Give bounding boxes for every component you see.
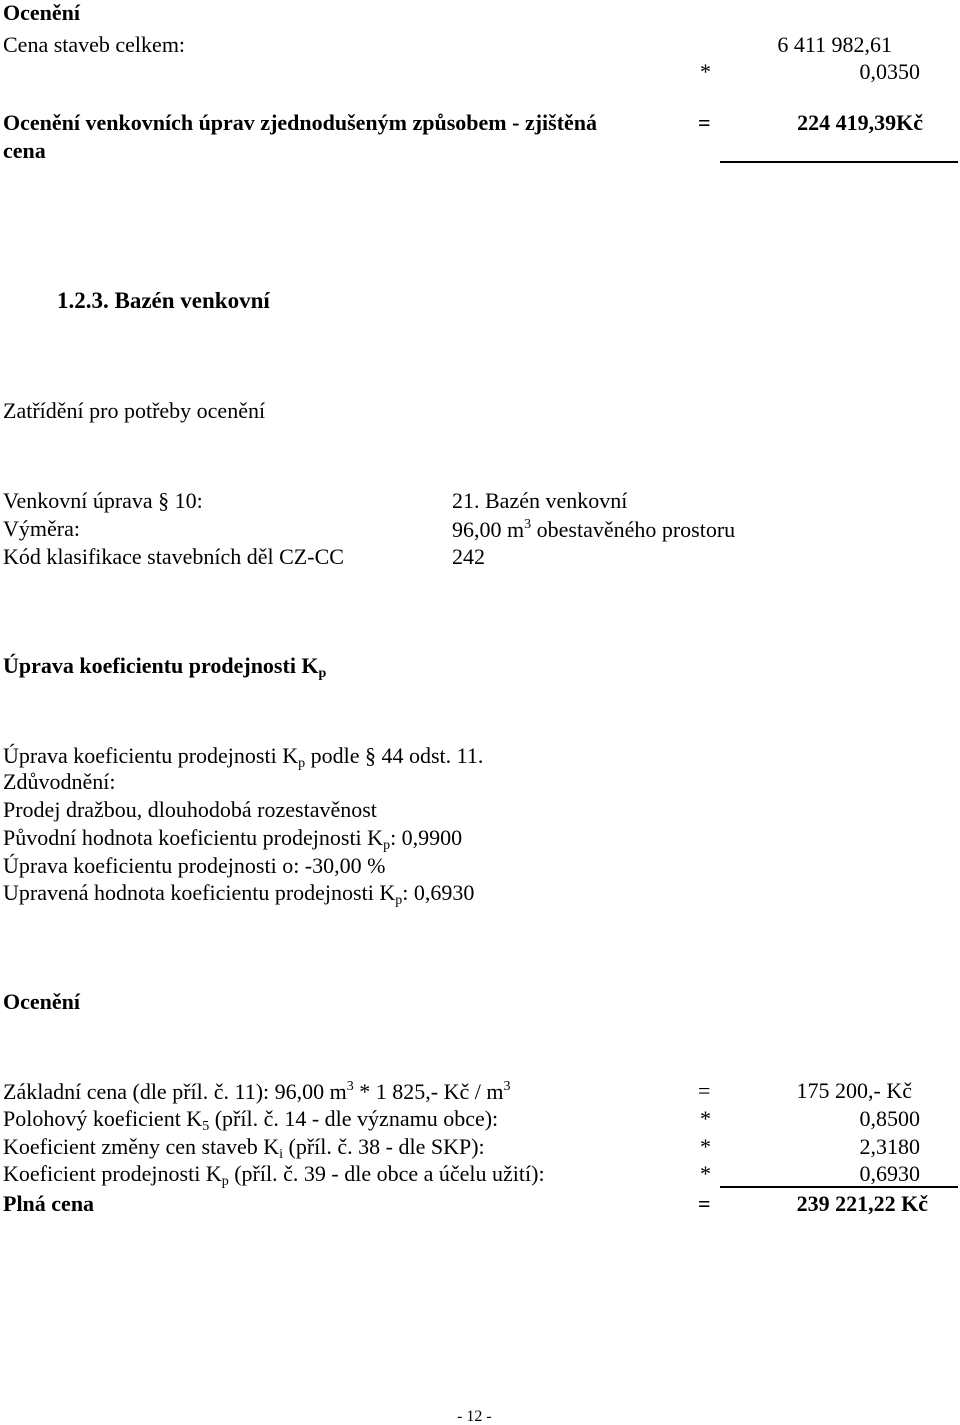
classification-heading: Zatřídění pro potřeby ocenění — [3, 398, 266, 423]
kp-adjustment: Úprava koeficientu prodejnosti o: -30,00 % — [3, 853, 386, 878]
classification-label-type: Venkovní úprava § 10: — [3, 488, 203, 513]
full-price-operator: = — [698, 1191, 711, 1216]
kp-original-label: Původní hodnota koeficientu prodejnosti K — [3, 825, 384, 850]
valuation-row-sale-value: 0,6930 — [859, 1161, 920, 1186]
result-label-line1: Ocenění venkovních úprav zjednodušeným způsobem - zjištěná — [3, 110, 598, 135]
result-label-line2: cena — [3, 138, 46, 163]
section-number: 1.2.3. — [57, 288, 109, 313]
classification-value-code: 242 — [452, 544, 485, 569]
total-label: Cena staveb celkem: — [3, 32, 186, 57]
kp-justification-text: Prodej dražbou, dlouhodobá rozestavěnost — [3, 797, 377, 822]
kp-heading — [3, 655, 326, 681]
change-subscript: i — [279, 1147, 283, 1162]
coef-value: 0,0350 — [859, 59, 920, 84]
kp-adjusted-number: : 0,6930 — [402, 880, 475, 905]
result-operator: = — [698, 110, 711, 135]
kp-heading-subscript: p — [318, 666, 327, 681]
base-label-text: Základní cena (dle příl. č. 11): 96,00 m — [3, 1079, 347, 1104]
total-value: 6 411 982,61 — [777, 32, 892, 57]
total-underline — [720, 1186, 958, 1188]
page-number: - 12 - — [457, 1408, 492, 1425]
area-unit-exponent: 3 — [524, 517, 532, 532]
change-label-text: Koeficient změny cen staveb K — [3, 1134, 280, 1159]
valuation-row-position-value: 0,8500 — [859, 1106, 920, 1131]
classification-value-area — [452, 518, 735, 541]
section-title — [57, 289, 270, 312]
position-subscript: 5 — [202, 1119, 210, 1134]
valuation-row-change-label — [3, 1136, 485, 1162]
area-description: obestavěného prostoru — [531, 517, 736, 542]
valuation-row-position-label — [3, 1108, 498, 1134]
full-price-label: Plná cena — [3, 1191, 95, 1216]
position-label-text: Polohový koeficient K — [3, 1106, 203, 1131]
valuation-row-change-value: 2,3180 — [859, 1134, 920, 1159]
base-label-rest: * 1 825,- Kč / m — [353, 1079, 504, 1104]
full-price-value: 239 221,22 Kč — [796, 1191, 928, 1216]
kp-justification-label: Zdůvodnění: — [3, 769, 116, 794]
kp-line1-rest: podle § 44 odst. 11. — [305, 743, 484, 768]
result-value: 224 419,39Kč — [797, 110, 923, 135]
valuation-heading: Ocenění — [3, 989, 80, 1014]
kp-heading-text: Úprava koeficientu prodejnosti K — [3, 653, 319, 678]
coef-operator: * — [700, 59, 711, 84]
position-label-rest: (příl. č. 14 - dle významu obce): — [209, 1106, 499, 1131]
summary-heading: Ocenění — [3, 0, 80, 25]
classification-label-code: Kód klasifikace stavebních děl CZ-CC — [3, 544, 344, 569]
valuation-row-position-operator: * — [700, 1106, 711, 1131]
change-label-rest: (příl. č. 38 - dle SKP): — [283, 1134, 485, 1159]
sale-subscript: p — [221, 1174, 229, 1189]
kp-original-subscript: p — [383, 838, 391, 853]
sale-label-text: Koeficient prodejnosti K — [3, 1161, 222, 1186]
base-exponent-1: 3 — [346, 1079, 354, 1094]
valuation-row-sale-label — [3, 1163, 545, 1189]
kp-original-value — [3, 827, 462, 853]
kp-adjusted-value — [3, 882, 474, 908]
classification-value-type: 21. Bazén venkovní — [452, 488, 628, 513]
kp-adjusted-label: Upravená hodnota koeficientu prodejnosti K — [3, 880, 396, 905]
base-exponent-2: 3 — [503, 1079, 511, 1094]
kp-line1 — [3, 745, 483, 771]
valuation-row-change-operator: * — [700, 1134, 711, 1159]
valuation-row-base-value: 175 200,- Kč — [796, 1078, 912, 1103]
section-title-text: Bazén venkovní — [114, 288, 270, 313]
kp-line1-subscript: p — [298, 756, 306, 771]
kp-line1-text: Úprava koeficientu prodejnosti K — [3, 743, 299, 768]
valuation-row-base-label — [3, 1080, 510, 1103]
valuation-row-base-operator: = — [698, 1078, 711, 1103]
kp-original-number: : 0,9900 — [390, 825, 463, 850]
area-value: 96,00 m — [452, 517, 525, 542]
kp-adjusted-subscript: p — [395, 893, 403, 908]
result-underline — [720, 161, 958, 163]
sale-label-rest: (příl. č. 39 - dle obce a účelu užití): — [228, 1161, 545, 1186]
valuation-row-sale-operator: * — [700, 1161, 711, 1186]
classification-label-area: Výměra: — [3, 516, 80, 541]
